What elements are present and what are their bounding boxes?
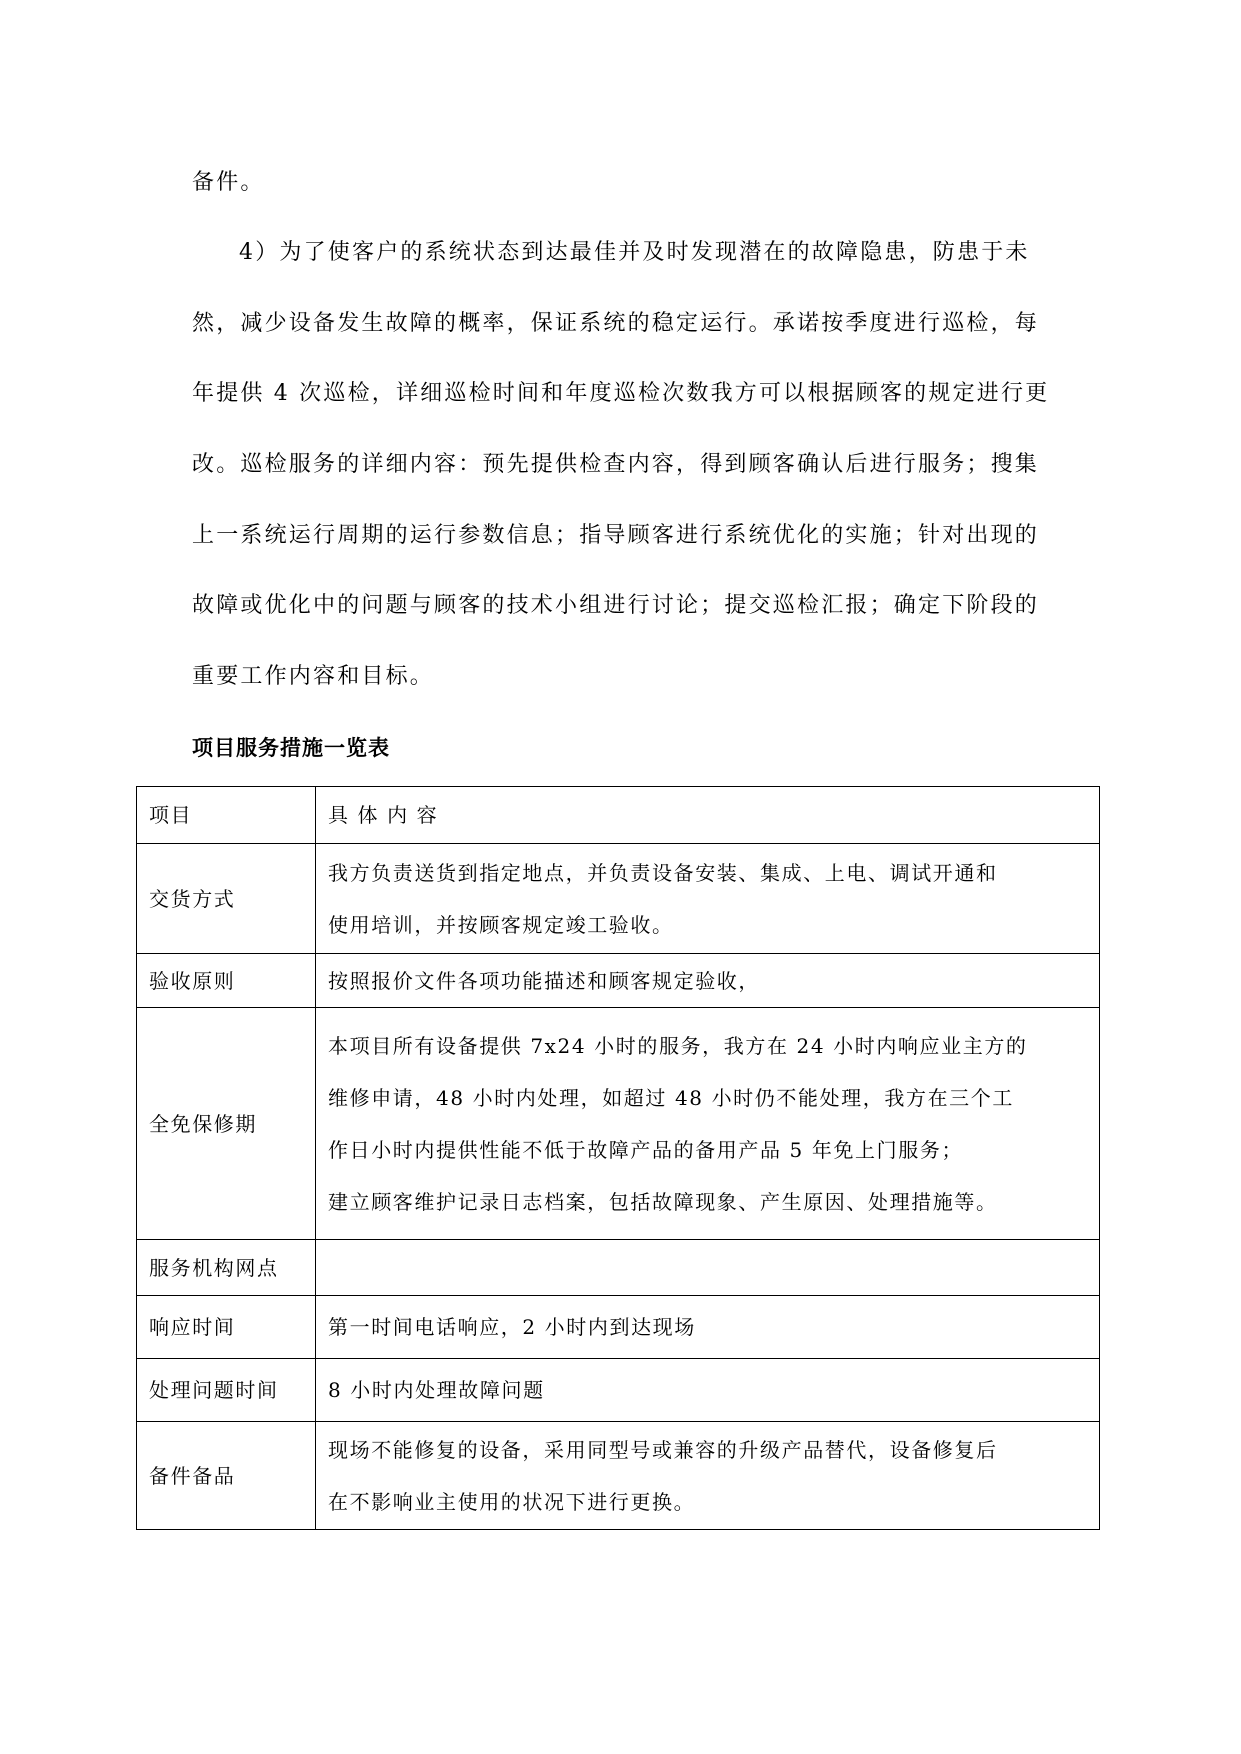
row-item-cell xyxy=(137,1240,316,1296)
paragraph-line: 上一系统运行周期的运行参数信息；指导顾客进行系统优化的实施；针对出现的 xyxy=(192,523,1040,548)
row-item-cell xyxy=(137,1359,316,1422)
header-content-label: 具 体 内 容 xyxy=(328,803,439,827)
paragraph-line: 故障或优化中的问题与顾客的技术小组进行讨论；提交巡检汇报；确定下阶段的 xyxy=(192,593,1040,618)
row-item-cell xyxy=(137,1296,316,1359)
row-content-cell xyxy=(316,844,1100,954)
row-item-label: 服务机构网点 xyxy=(149,1255,279,1280)
header-content-cell xyxy=(316,787,1100,844)
row-content-line: 我方负责送货到指定地点，并负责设备安装、集成、上电、调试开通和 xyxy=(328,860,998,885)
row-item-label: 交货方式 xyxy=(149,886,236,911)
paragraph-line: 年提供 4 次巡检，详细巡检时间和年度巡检次数我方可以根据顾客的规定进行更 xyxy=(192,381,1050,406)
paragraph-line: 备件。 xyxy=(192,170,265,195)
row-content-cell xyxy=(316,1240,1100,1296)
table-row xyxy=(137,1240,1100,1296)
paragraph-line: 改。巡检服务的详细内容：预先提供检查内容，得到顾客确认后进行服务；搜集 xyxy=(192,452,1040,477)
row-content-line: 使用培训，并按顾客规定竣工验收。 xyxy=(328,912,674,937)
header-item-label: 项目 xyxy=(149,803,193,827)
row-item-cell xyxy=(137,844,316,954)
row-item-cell xyxy=(137,1008,316,1240)
row-content-line: 维修申请，48 小时内处理，如超过 48 小时仍不能处理，我方在三个工 xyxy=(328,1085,1014,1110)
row-content-cell xyxy=(316,1008,1100,1240)
row-item-cell xyxy=(137,1422,316,1530)
row-item-label: 验收原则 xyxy=(149,968,236,993)
row-item-label: 全免保修期 xyxy=(149,1111,257,1136)
paragraph-line: 重要工作内容和目标。 xyxy=(192,664,435,689)
row-content-line: 现场不能修复的设备，采用同型号或兼容的升级产品替代，设备修复后 xyxy=(328,1437,998,1462)
paragraph-line: 4）为了使客户的系统状态到达最佳并及时发现潜在的故障隐患，防患于未 xyxy=(239,240,1030,265)
row-content-line: 第一时间电话响应，2 小时内到达现场 xyxy=(328,1315,696,1339)
service-measures-table xyxy=(136,786,1100,1530)
table-row xyxy=(137,844,1100,954)
table-header-row xyxy=(137,787,1100,844)
row-content-cell xyxy=(316,1422,1100,1530)
paragraph-line: 然，减少设备发生故障的概率，保证系统的稳定运行。承诺按季度进行巡检，每 xyxy=(192,311,1040,336)
row-item-cell xyxy=(137,954,316,1008)
table-row xyxy=(137,1296,1100,1359)
table-row xyxy=(137,1008,1100,1240)
row-content-line: 作日小时内提供性能不低于故障产品的备用产品 5 年免上门服务； xyxy=(328,1137,964,1162)
row-content-cell xyxy=(316,1296,1100,1359)
table-title: 项目服务措施一览表 xyxy=(192,736,390,760)
table-row xyxy=(137,954,1100,1008)
row-item-label: 响应时间 xyxy=(149,1315,236,1339)
row-item-label: 处理问题时间 xyxy=(149,1378,279,1402)
row-item-label: 备件备品 xyxy=(149,1463,236,1488)
row-content-line: 本项目所有设备提供 7x24 小时的服务，我方在 24 小时内响应业主方的 xyxy=(328,1033,1028,1058)
row-content-line: 按照报价文件各项功能描述和顾客规定验收， xyxy=(328,968,760,993)
table-row xyxy=(137,1422,1100,1530)
row-content-cell xyxy=(316,954,1100,1008)
row-content-line: 8 小时内处理故障问题 xyxy=(328,1378,545,1402)
row-content-line: 建立顾客维护记录日志档案，包括故障现象、产生原因、处理措施等。 xyxy=(328,1189,998,1214)
row-content-line: 在不影响业主使用的状况下进行更换。 xyxy=(328,1489,696,1514)
header-item-cell xyxy=(137,787,316,844)
table-row xyxy=(137,1359,1100,1422)
row-content-cell xyxy=(316,1359,1100,1422)
